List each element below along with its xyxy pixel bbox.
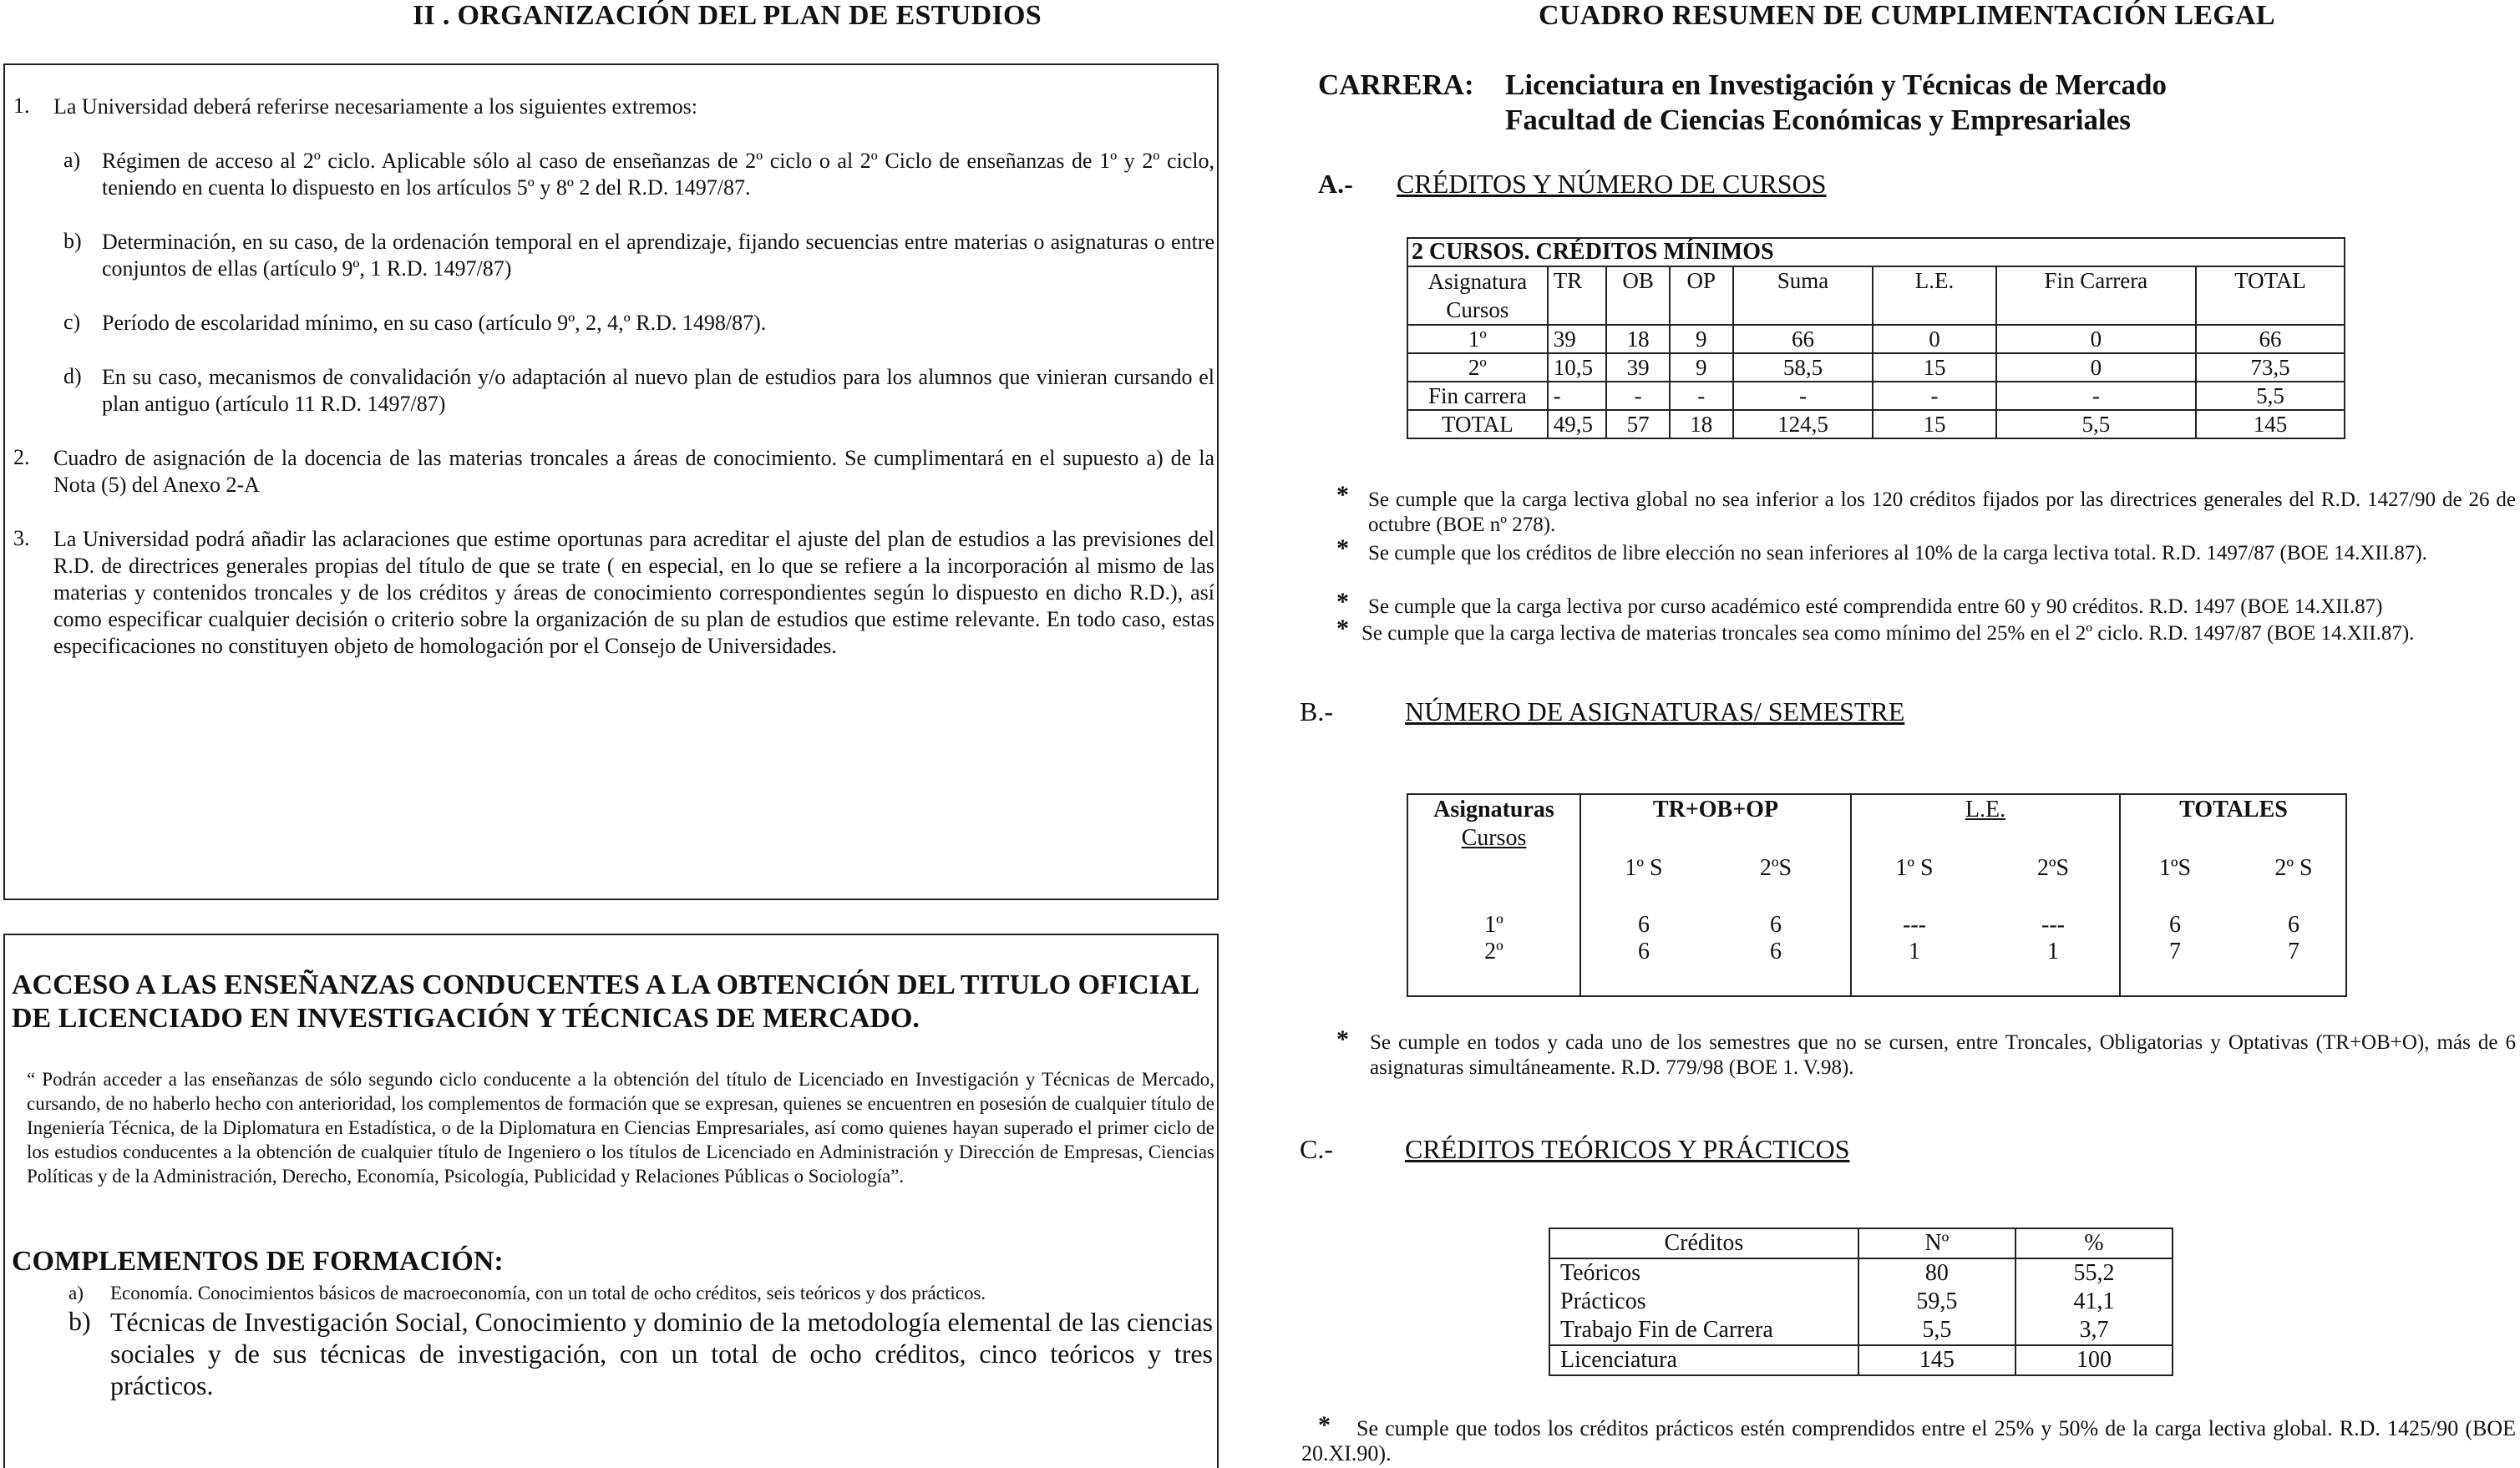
creditos-table [1407,237,2345,439]
header-cell: TOTAL [2196,266,2345,325]
acceso-heading: ACCESO A LAS ENSEÑANZAS CONDUCENTES A LA OBTENCIÓN DEL TITULO OFICIAL DE LICENCIADO EN INVESTIGACIÓN Y TÉCNICAS DE MERCADO. [12,969,1199,1034]
cell: 6 [1638,912,1650,938]
semester-header: 1º S [1895,855,1934,881]
item-number: 2. [13,445,30,469]
note-text: Se cumple que la carga lectiva global no sea inferior a los 120 créditos fijados por las directrices generales del R.D. 1427/90 de 26 de octubre (BOE nº 278). [1368,488,2516,536]
cell: 5,5 [1996,410,2196,438]
item-number: 3. [13,526,30,550]
group-header: L.E. [1965,797,2006,823]
cell: 58,5 [1733,353,1874,382]
item-number: 1. [13,94,30,118]
acceso-quote: “ Podrán acceder a las enseñanzas de sólo segundo ciclo conducente a la obtención del título de Licenciado en Investigación y Técnicas de Mercado, cursando, de no haberlo hecho con anterioridad, los complementos de formación que se expresan, quienes se encuentren en posesión de cualquier título de Ingeniería Técnica, de la Diplomatura en Estadística, o de la Diplomatura en Ciencias Empresariales, así como quienes hayan superado el primer ciclo de los estudios conducentes a la obtención de cualquier título de Ingeniero o los títulos de Licenciado en Administración y Dirección de Empresas, Ciencias Políticas y de la Administración, Derecho, Economía, Psicología, Publicidad y Relaciones Públicas o Sociología”. [27,1069,1214,1187]
subitem-text: En su caso, mecanismos de convalidación y/o adaptación al nuevo plan de estudios para los alumnos que vinieran cursando el plan antiguo (artículo 11 R.D. 1497/87) [102,365,1214,416]
section-b-letter: B.- [1300,696,1333,726]
cell: 39 [1548,325,1607,353]
table-row [1407,325,2345,353]
cell: 0 [1873,325,1995,353]
complemento-a-letter: a) [68,1283,84,1303]
note-bullet: * [1336,615,1349,642]
note-bullet: * [1318,1411,1331,1439]
note-bullet: * [1336,1025,1349,1053]
cell: 7 [2288,939,2299,964]
cell: 6 [1770,939,1782,964]
cell: 6 [2288,912,2299,938]
section-a-letter: A.- [1318,169,1353,199]
cell: 57 [1606,410,1670,438]
cell: 5,5 [1858,1316,2015,1345]
group-header: TOTALES [2179,797,2288,823]
semester-header: 2º S [2274,855,2313,881]
complemento-b-letter: b) [68,1306,91,1336]
cell: 59,5 [1858,1288,2015,1316]
table-row [1549,1316,2173,1345]
section-c-title: CRÉDITOS TEÓRICOS Y PRÁCTICOS [1405,1134,1850,1164]
header-cell: Fin Carrera [1996,266,2196,325]
item-text: Cuadro de asignación de la docencia de las materias troncales a áreas de conocimiento. Se cumplimentará en el supuesto a) de la Nota (5) del Anexo 2-A [53,446,1214,497]
table-title-row [1407,238,2345,266]
left-page-title: II . ORGANIZACIÓN DEL PLAN DE ESTUDIOS [413,0,1042,31]
cell: --- [2041,912,2065,938]
cell: 100 [2015,1345,2173,1375]
subitem-text: Determinación, en su caso, de la ordenación temporal en el aprendizaje, fijando secuencias entre materias o asignaturas o entre conjuntos de ellas (artículo 9º, 1 R.D. 1497/87) [102,230,1214,281]
organizacion-box [3,63,1219,900]
header-asignatura: Asignatura Cursos [1407,266,1548,325]
cell: - [1996,382,2196,410]
cell: 66 [1733,325,1874,353]
cell: 0 [1996,325,2196,353]
row-label: TOTAL [1407,410,1548,438]
note-text: Se cumple que la carga lectiva de materias troncales sea como mínimo del 25% en el 2º ciclo. R.D. 1497/87 (BOE 14.XII.87). [1361,622,2415,645]
carrera-faculty: Facultad de Ciencias Económicas y Empresariales [1505,104,2131,136]
cell: 1 [2047,939,2059,964]
asignaturas-table [1407,793,2347,997]
table-total-row [1407,410,2345,438]
cell: Prácticos [1549,1288,1858,1316]
note-text: Se cumple que los créditos de libre elección no sean inferiores al 10% de la carga lectiva total. R.D. 1497/87 (BOE 14.XII.87). [1368,542,2427,564]
cell: 18 [1606,325,1670,353]
cell: - [1670,382,1733,410]
cell: 145 [2196,410,2345,438]
cell: 66 [2196,325,2345,353]
cell: - [1873,382,1995,410]
subitem-letter: a) [63,148,81,172]
cell: 6 [1770,912,1782,938]
cell: 18 [1670,410,1733,438]
subitem-letter: d) [63,364,82,388]
complemento-a: Economía. Conocimientos básicos de macroeconomía, con un total de ocho créditos, seis teóricos y dos prácticos. [110,1283,986,1303]
cell: 10,5 [1548,353,1607,382]
note-text: Se cumple en todos y cada uno de los semestres que no se cursen, entre Troncales, Obligatorias y Optativas (TR+OB+O), más de 6 asignaturas simultáneamente. R.D. 779/98 (BOE 1. V.98). [1370,1031,2516,1079]
note-text: Se cumple que todos los créditos prácticos estén comprendidos entre el 25% y 50% de la carga lectiva global. R.D. 1425/90 (BOE 20.XI.90). [1301,1416,2516,1465]
carrera-name: Licenciatura en Investigación y Técnicas de Mercado [1505,68,2167,101]
semester-header: 1ºS [2158,855,2192,881]
cell: Licenciatura [1549,1345,1858,1375]
header-cell: OP [1670,266,1733,325]
header-cell: Nº [1858,1228,2015,1258]
item-text: La Universidad podrá añadir las aclaraciones que estime oportunas para acreditar el ajuste del plan de estudios a las previsiones del R.D. de directrices generales propias del título de que se trate ( en especial, en lo que se refiere a la incorporación al mismo de las materias y contenidos troncales y de los créditos y áreas de conocimiento correspondientes según lo dispuesto en dicho R.D.), así como especificar cualquier decisión o criterio sobre la organización de su plan de estudios que estime relevante. En todo caso, estas especificaciones no constituyen objeto de homologación por el Consejo de Universidades. [53,527,1214,658]
cell: 49,5 [1548,410,1607,438]
cell: 5,5 [2196,382,2345,410]
table-row [1549,1345,2173,1375]
subitem-text: Período de escolaridad mínimo, en su caso (artículo 9º, 2, 4,º R.D. 1498/87). [102,311,767,335]
header-cell: OB [1606,266,1670,325]
cell: Teóricos [1549,1258,1858,1288]
header-asignaturas: Asignaturas [1433,797,1554,823]
complementos-heading: COMPLEMENTOS DE FORMACIÓN: [12,1246,504,1277]
section-c-letter: C.- [1300,1134,1333,1164]
subitem-letter: b) [63,229,82,253]
cell: 15 [1873,410,1995,438]
table-row [1407,353,2345,382]
table-header-row [1407,266,2345,325]
cell: 41,1 [2015,1288,2173,1316]
teoricos-practicos-table [1549,1228,2173,1376]
cell: 3,7 [2015,1316,2173,1345]
cell: --- [1903,912,1926,938]
section-a-title: CRÉDITOS Y NÚMERO DE CURSOS [1397,169,1827,199]
row-label: 2º [1407,353,1548,382]
right-page-title: CUADRO RESUMEN DE CUMPLIMENTACIÓN LEGAL [1539,0,2275,31]
cell: 0 [1996,353,2196,382]
header-cell: TR [1548,266,1607,325]
note-bullet: * [1336,588,1349,615]
group-header: TR+OB+OP [1652,797,1779,823]
cell: 73,5 [2196,353,2345,382]
cell: 9 [1670,353,1733,382]
row-label: 2º [1484,939,1503,964]
cell: 7 [2169,939,2181,964]
table-row [1549,1258,2173,1288]
cell: 39 [1606,353,1670,382]
cell: 15 [1873,353,1995,382]
item-text: La Universidad deberá referirse necesariamente a los siguientes extremos: [53,94,697,119]
cell: - [1606,382,1670,410]
header-cursos: Cursos [1461,825,1527,851]
semester-header: 2ºS [1759,855,1792,881]
header-cell: Suma [1733,266,1874,325]
cell: 6 [1638,939,1650,964]
subitem-letter: c) [63,310,81,334]
table-row [1407,382,2345,410]
header-cell: % [2015,1228,2173,1258]
semester-header: 1º S [1625,855,1663,881]
acceso-box [3,934,1219,1468]
row-label: Fin carrera [1407,382,1548,410]
section-b-title: NÚMERO DE ASIGNATURAS/ SEMESTRE [1405,696,1905,726]
note-text: Se cumple que la carga lectiva por curso académico esté comprendida entre 60 y 90 créditos. R.D. 1497 (BOE 14.XII.87) [1368,595,2383,618]
cell: Trabajo Fin de Carrera [1549,1316,1858,1345]
note-bullet: * [1336,534,1349,562]
table-title: 2 CURSOS. CRÉDITOS MÍNIMOS [1407,238,2345,266]
note-bullet: * [1336,481,1349,509]
row-label: 1º [1484,912,1503,938]
cell: 145 [1858,1345,2015,1375]
cell: - [1733,382,1874,410]
cell: 80 [1858,1258,2015,1288]
carrera-label: CARRERA: [1318,68,1474,101]
semester-header: 2ºS [2036,855,2070,881]
complemento-b: Técnicas de Investigación Social, Conocimiento y dominio de la metodología elemental de las ciencias sociales y de sus técnicas de investigación, con un total de ocho créditos, cinco teóricos y tres prácticos. [110,1307,1213,1400]
cell: 6 [2169,912,2181,938]
cell: 1 [1909,939,1920,964]
cell: - [1548,382,1607,410]
row-label: 1º [1407,325,1548,353]
cell: 124,5 [1733,410,1874,438]
header-cell: Créditos [1549,1228,1858,1258]
header-cell: L.E. [1873,266,1995,325]
table-row [1549,1288,2173,1316]
table-header-row [1549,1228,2173,1258]
cell: 55,2 [2015,1258,2173,1288]
cell: 9 [1670,325,1733,353]
subitem-text: Régimen de acceso al 2º ciclo. Aplicable sólo al caso de enseñanzas de 2º ciclo o al 2º Ciclo de enseñanzas de 1º y 2º ciclo, teniendo en cuenta lo dispuesto en los artículos 5º y 8º 2 del R.D. 1497/87. [102,149,1214,200]
